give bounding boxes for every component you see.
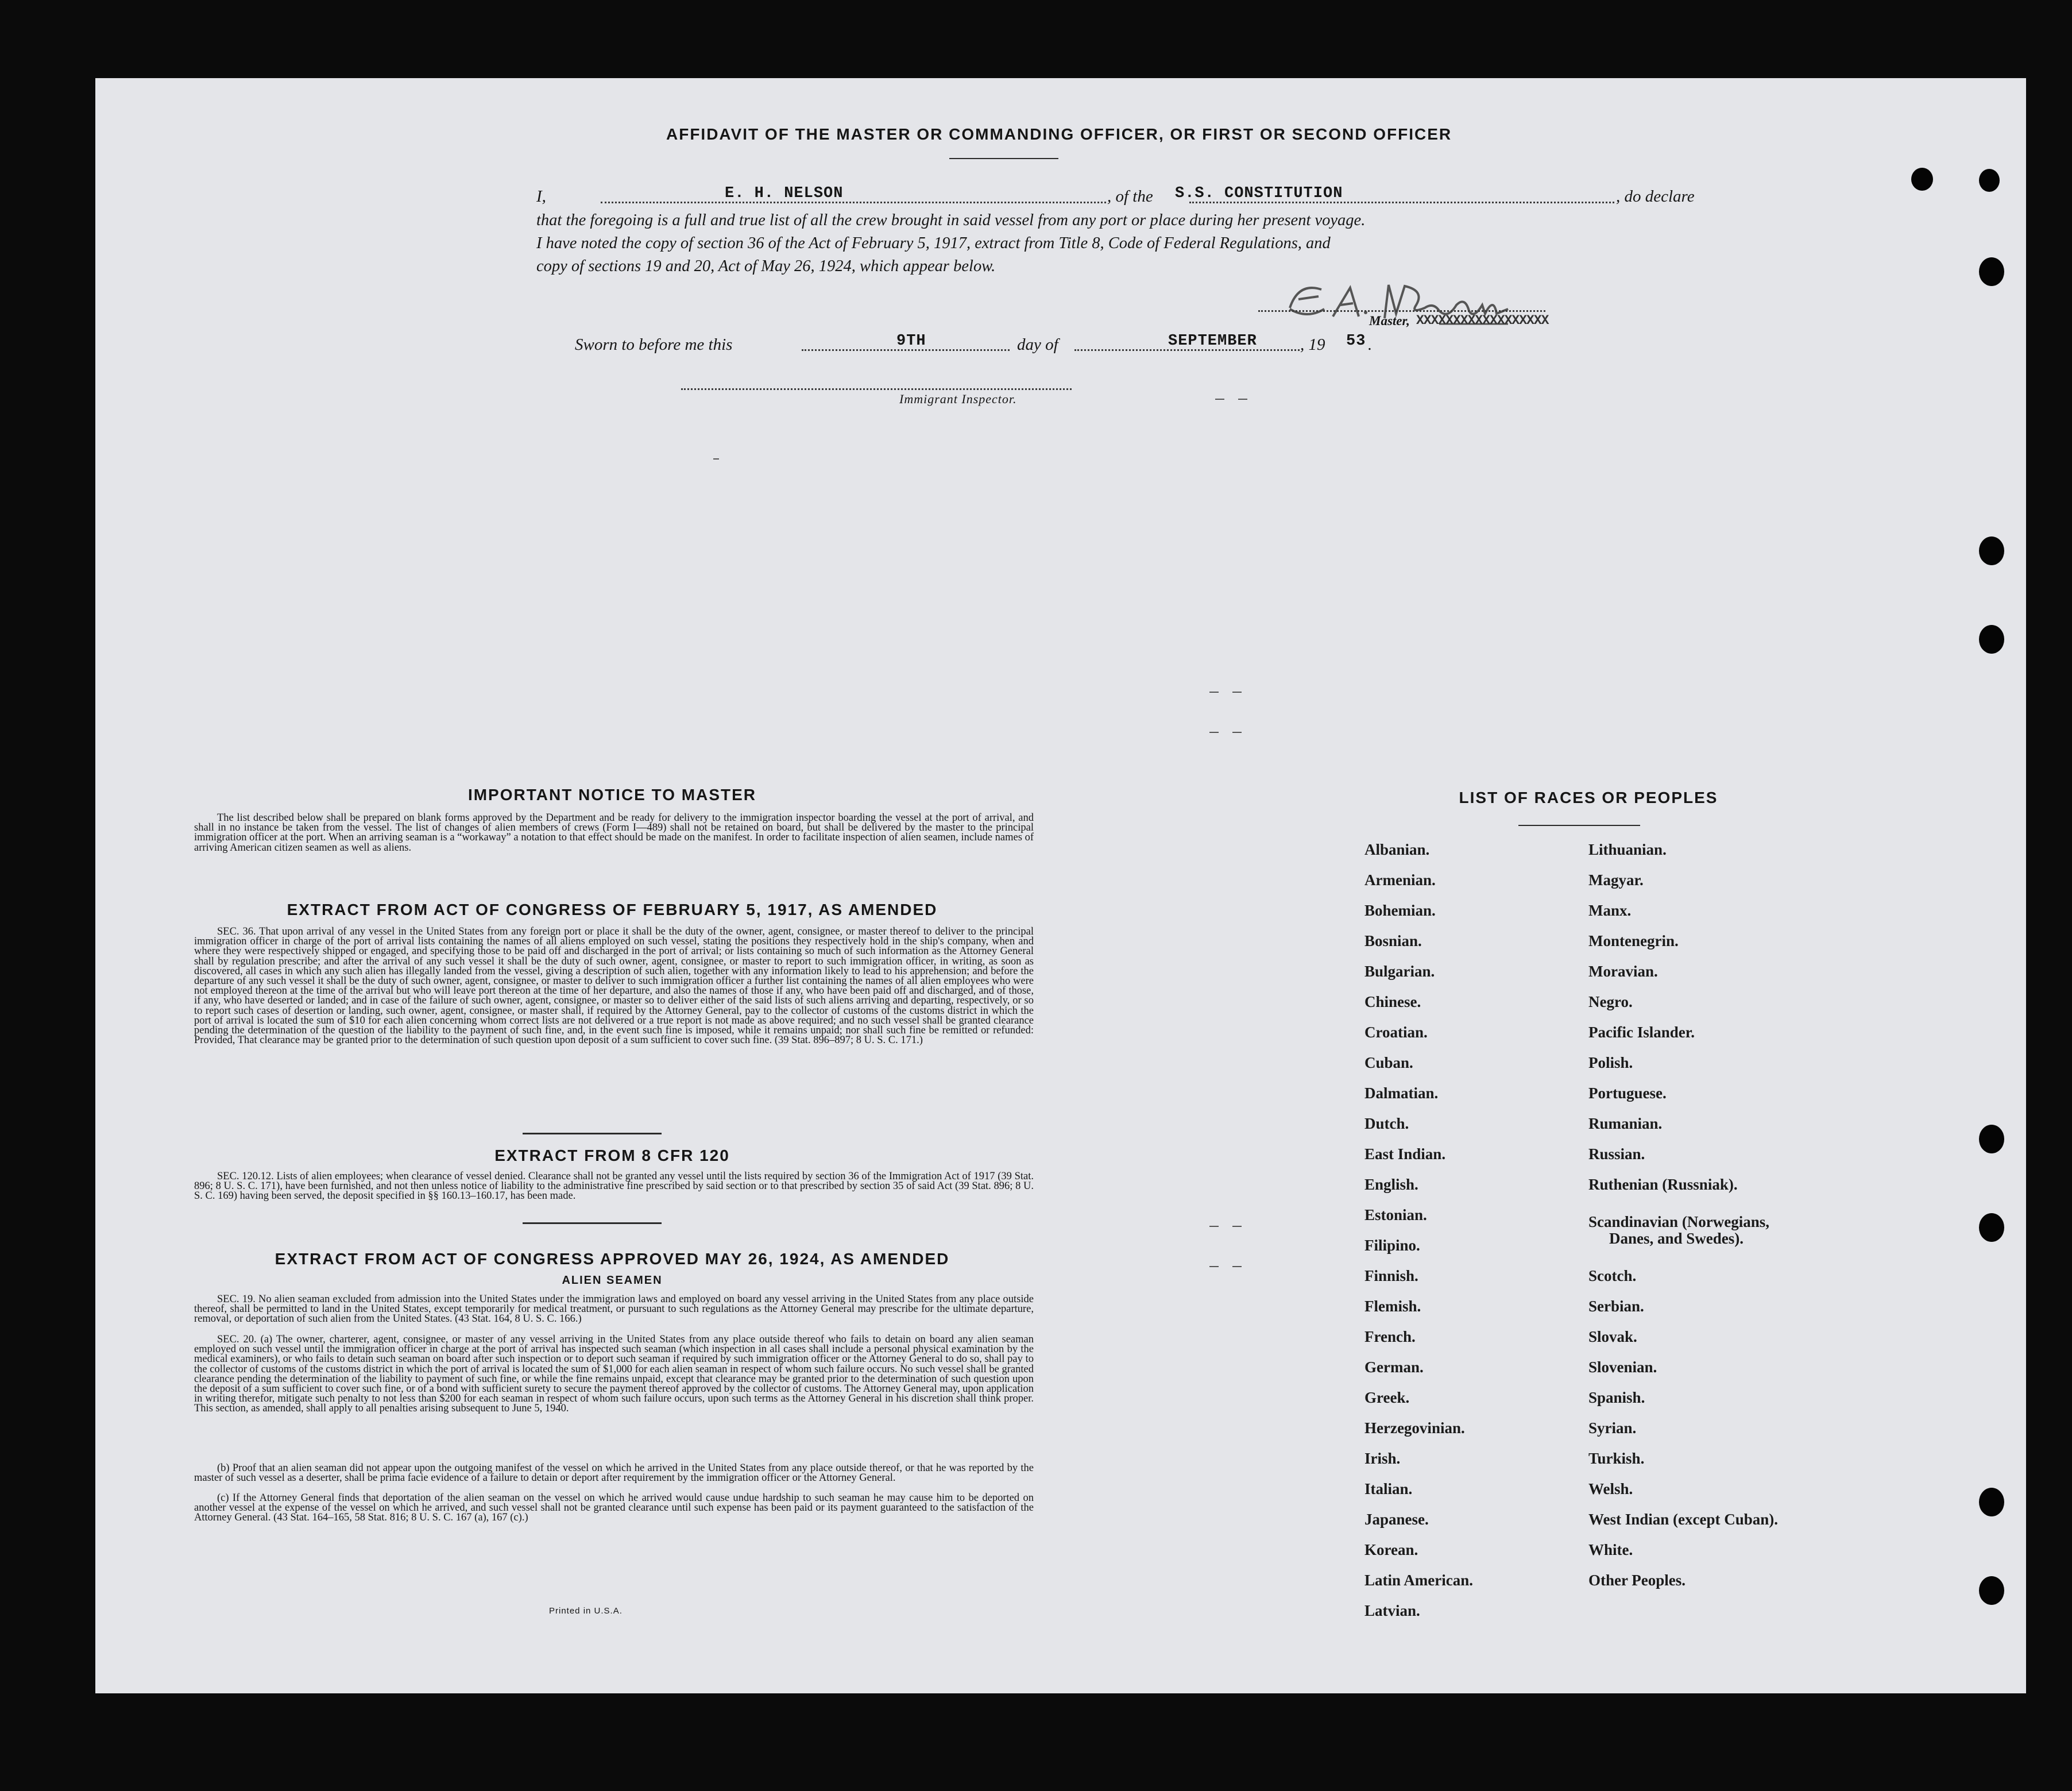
extract-1924-sec20: SEC. 20. (a) The owner, charterer, agent, consignee, or master of any vessel arriving in the United States from any place outside thereof who fails to detain on board any alien seaman employed on such vessel until the immigration officer in charge at the port of arrival has inspected such seaman (which inspection in all cases shall include a personal physical examination by the medical examiners), or who fails to detain such seaman on board after such inspection or to deport such seaman if required by such immigration officer or the Attorney General to do so, shall pay to the collector of customs of the customs district in which the port of arrival is located the sum of $1,000 for each alien seaman in respect of whom such failure occurs. No such vessel shall be granted clearance pending the determination of the liability to payment of such fine, or while the fine remains unpaid, except that clearance may be granted prior to the determination of such question upon the deposit of a sum sufficient to cover such fine, or of a bond with sufficient surety to secure the payment thereof approved by the collector of customs. The Attorney General may, upon application in writing therefor, mitigate such penalty to not less than $200 for each seaman in respect of whom such failure occurs, upon such terms as the Attorney General in his discretion shall think proper. This section, as amended, shall apply to all penalties arising subsequent to June 5, 1940. <box>194 1334 1034 1415</box>
race-left-item: Flemish. <box>1364 1298 1421 1315</box>
extract-1917-rule <box>523 1133 662 1134</box>
sworn-month-value: SEPTEMBER <box>1168 333 1257 350</box>
races-title-rule <box>1518 825 1640 826</box>
race-right-item: Pacific Islander. <box>1588 1024 1695 1041</box>
extract-cfr-text: SEC. 120.12. Lists of alien employees; when clearance of vessel denied. Clearance shall not be granted any vessel until the lists required by section 36 of the Immigration Act of 1917 (39 Stat. 896; 8 U. S. C. 171), have been furnished, and not then unless notice of liability to the administrative fine prescribed by said section or to that prescribed by section 35 of said Act (39 Stat. 896; 8 U. S. C. 169) having been served, the deposit specified in §§ 160.13–160.17, has been made. <box>194 1171 1034 1202</box>
race-left-item: Armenian. <box>1364 871 1436 889</box>
master-name-value: E. H. NELSON <box>725 185 844 202</box>
race-left-item: Chinese. <box>1364 993 1421 1010</box>
affidavit-title: AFFIDAVIT OF THE MASTER OR COMMANDING OFFICER, OR FIRST OR SECOND OFFICER <box>666 125 1452 143</box>
do-declare-label: , do declare <box>1616 187 1695 206</box>
race-right-item: Scandinavian (Norwegians, <box>1588 1213 1770 1230</box>
race-right-item: Serbian. <box>1588 1298 1644 1315</box>
race-right-item: Scotch. <box>1588 1267 1637 1284</box>
affidavit-line-3: I have noted the copy of section 36 of the Act of February 5, 1917, extract from Title 8, Code of Federal Regulations, and <box>536 234 1331 252</box>
master-label: Master, <box>1369 314 1410 328</box>
race-left-item: Cuban. <box>1364 1054 1413 1071</box>
affidavit-i-label: I, <box>536 187 546 206</box>
race-right-item: Syrian. <box>1588 1419 1637 1437</box>
race-right-item: Slovenian. <box>1588 1358 1657 1376</box>
race-left-item: Irish. <box>1364 1450 1401 1467</box>
race-right-item: Magyar. <box>1588 871 1644 889</box>
stray-mark <box>1209 692 1219 693</box>
race-right-item: Russian. <box>1588 1145 1645 1163</box>
punch-hole <box>1979 1125 2004 1153</box>
race-right-item: Other Peoples. <box>1588 1572 1686 1589</box>
stray-mark <box>713 458 719 460</box>
race-left-item: Italian. <box>1364 1480 1413 1497</box>
punch-hole <box>1979 1488 2004 1516</box>
race-left-item: French. <box>1364 1328 1416 1345</box>
race-right-item: Welsh. <box>1588 1480 1633 1497</box>
affidavit-line-2: that the foregoing is a full and true list of all the crew brought in said vessel from any port or place during her present voyage. <box>536 211 1366 229</box>
notice-text: The list described below shall be prepared on blank forms approved by the Department and be ready for delivery to the immigration inspector boarding the vessel at the port of arrival, and shall in no instance be taken from the vessel. The list of changes of alien members of crews (Form I—489) shall not be retained on board, but shall be delivered by the master to the principal immigration officer at the port. When an arriving seaman is a “workaway” a notation to that effect should be made on the manifest. In order to facilitate inspection of alien seamen, include names of arriving American citizen seamen as well as aliens. <box>194 812 1034 854</box>
race-right-item: White. <box>1588 1541 1633 1558</box>
extract-1917-text: SEC. 36. That upon arrival of any vessel in the United States from any foreign port or place it shall be the duty of the owner, agent, consignee, or master thereof to deliver to the principal immigration officer in charge of the port of arrival lists containing the names of all aliens employed on such vessel, stating the positions they respectively hold in the ship's company, when and where they were respectively shipped or engaged, and specifying those to be paid off and discharged in the port of arrival; or lists containing so much of such information as the Attorney General shall by regulation prescribe; and after the arrival of any such vessel it shall be the duty of such owner, agent, consignee, or master to report to such immigration officer, in writing, as soon as discovered, all cases in which any such alien has illegally landed from the vessel, giving a description of such alien, together with any information likely to lead to his apprehension; and before the departure of any such vessel it shall be the duty of such owner, agent, consignee, or master to deliver to such immigration officer a further list containing the names of all alien employees who were not employed thereon at the time of the arrival but who will leave port thereon at the time of her departure, and also the names of those if any, who have been paid off and discharged, and of those, if any, who have deserted or landed; and in case of the failure of such owner, agent, consignee, or master so to deliver either of the said lists of such aliens arriving and departing, respectively, or so to report such cases of desertion or landing, such owner, agent, consignee, or master shall, if required by the Attorney General, pay to the collector of customs of the customs district in which the port of arrival is located the sum of $10 for each alien concerning whom correct lists are not delivered or a true report is not made as above required; and no such vessel shall be granted clearance pending the determination of the question of the liability to the payment of such fine, and, in the event such fine is imposed, while it remains unpaid; nor shall such fine be remitted or refunded: Provided, That clearance may be granted prior to the determination of such question upon deposit of a sum sufficient to cover such fine. (39 Stat. 896–897; 8 U. S. C. 171.) <box>194 926 1034 1047</box>
extract-1924-title: EXTRACT FROM ACT OF CONGRESS APPROVED MAY 26, 1924, AS AMENDED <box>275 1250 950 1268</box>
race-left-item: Filipino. <box>1364 1237 1420 1254</box>
race-left-item: Greek. <box>1364 1389 1410 1406</box>
vessel-value: S.S. CONSTITUTION <box>1175 185 1343 202</box>
of-the-label: , of the <box>1107 187 1153 206</box>
signature-dotline <box>1258 310 1545 312</box>
notice-title: IMPORTANT NOTICE TO MASTER <box>467 786 757 804</box>
sworn-year-value: 53 <box>1346 333 1366 350</box>
stray-mark <box>1209 1226 1219 1227</box>
extract-cfr-title: EXTRACT FROM 8 CFR 120 <box>494 1147 730 1164</box>
race-right-item: Spanish. <box>1588 1389 1645 1406</box>
race-right-item: Montenegrin. <box>1588 932 1679 949</box>
struck-officer-titles: XXXXXXXXXXXXXXXXXX <box>1416 313 1549 328</box>
affidavit-line-4: copy of sections 19 and 20, Act of May 26, 1924, which appear below. <box>536 257 996 275</box>
race-right-item: Turkish. <box>1588 1450 1645 1467</box>
stray-mark <box>1215 399 1224 400</box>
affidavit-title-rule <box>949 158 1058 159</box>
stray-mark <box>1209 732 1219 733</box>
extract-1924-sec-c: (c) If the Attorney General finds that deportation of the alien seaman on the vessel on which he arrived would cause undue hardship to such seaman he may cause him to be deported on another vessel at the expense of the vessel on which he arrived, and such vessel shall not be granted clearance until such expense has been paid or its payment guaranteed to the satisfaction of the Attorney General. (43 Stat. 164–165, 58 Stat. 816; 8 U. S. C. 167 (a), 167 (c).) <box>194 1492 1034 1524</box>
punch-hole <box>1979 536 2004 565</box>
race-right-item: Lithuanian. <box>1588 841 1667 858</box>
stray-mark <box>1232 1266 1242 1267</box>
extract-1924-sec-b: (b) Proof that an alien seaman did not appear upon the outgoing manifest of the vessel on which he arrived in the United States from any place outside thereof, or that he was reported by the master of such vessel as a deserter, shall be prima facie evidence of a failure to detain or deport after requirement by the immigration officer or the Attorney General. <box>194 1462 1034 1484</box>
inspector-dotline <box>681 388 1072 390</box>
punch-hole <box>1979 257 2004 286</box>
extract-1924-subtitle: ALIEN SEAMEN <box>562 1274 663 1287</box>
race-right-item: Moravian. <box>1588 963 1658 980</box>
race-right-item: Negro. <box>1588 993 1633 1010</box>
race-left-item: English. <box>1364 1176 1418 1193</box>
extract-cfr-rule <box>523 1222 662 1224</box>
day-of-label: day of <box>1017 335 1058 354</box>
race-right-item: Rumanian. <box>1588 1115 1663 1132</box>
extract-1917-title: EXTRACT FROM ACT OF CONGRESS OF FEBRUARY 5, 1917, AS AMENDED <box>287 901 938 918</box>
race-left-item: Dalmatian. <box>1364 1084 1439 1102</box>
stray-mark <box>1232 732 1242 733</box>
stray-mark <box>1232 692 1242 693</box>
race-right-item: Slovak. <box>1588 1328 1637 1345</box>
document-page <box>95 78 2026 1693</box>
race-left-item: Albanian. <box>1364 841 1430 858</box>
race-left-item: Estonian. <box>1364 1206 1427 1223</box>
year-period: . <box>1368 335 1373 354</box>
race-left-item: Korean. <box>1364 1541 1418 1558</box>
race-left-item: Bosnian. <box>1364 932 1422 949</box>
punch-hole <box>1979 169 2000 192</box>
race-left-item: Bohemian. <box>1364 902 1436 919</box>
punch-hole <box>1979 625 2004 654</box>
name-dotline <box>601 202 1106 203</box>
race-right-item: Manx. <box>1588 902 1632 919</box>
race-right-item: West Indian (except Cuban). <box>1588 1511 1779 1528</box>
sworn-label: Sworn to before me this <box>575 335 733 354</box>
race-right-item: Polish. <box>1588 1054 1633 1071</box>
race-left-item: Latvian. <box>1364 1602 1420 1619</box>
race-left-item: Herzegovinian. <box>1364 1419 1465 1437</box>
race-right-item: Danes, and Swedes). <box>1609 1230 1744 1247</box>
punch-hole <box>1979 1576 2004 1605</box>
punch-hole <box>1911 168 1933 191</box>
race-left-item: German. <box>1364 1358 1424 1376</box>
stray-mark <box>1232 1226 1242 1227</box>
sworn-day-value: 9TH <box>896 333 926 350</box>
extract-1924-sec19: SEC. 19. No alien seaman excluded from admission into the United States under the immigration laws and employed on board any vessel arriving in the United States from any place outside thereof, shall be permitted to land in the United States, except temporarily for medical treatment, or pursuant to such regulations as the Attorney General may prescribe for the ultimate departure, removal, or deportation of such alien from the United States. (43 Stat. 164, 8 U. S. C. 166.) <box>194 1294 1034 1325</box>
race-left-item: Latin American. <box>1364 1572 1473 1589</box>
inspector-label: Immigrant Inspector. <box>899 392 1017 406</box>
race-right-item: Ruthenian (Russniak). <box>1588 1176 1738 1193</box>
race-right-item: Portuguese. <box>1588 1084 1667 1102</box>
year-prefix-label: , 19 <box>1300 335 1325 354</box>
stray-mark <box>1238 399 1247 400</box>
race-left-item: Finnish. <box>1364 1267 1418 1284</box>
race-left-item: East Indian. <box>1364 1145 1446 1163</box>
race-left-item: Japanese. <box>1364 1511 1429 1528</box>
races-title: LIST OF RACES OR PEOPLES <box>1459 789 1718 806</box>
printed-in-usa: Printed in U.S.A. <box>549 1606 623 1616</box>
punch-hole <box>1979 1213 2004 1242</box>
stray-mark <box>1209 1266 1219 1267</box>
race-left-item: Bulgarian. <box>1364 963 1435 980</box>
race-left-item: Croatian. <box>1364 1024 1428 1041</box>
race-left-item: Dutch. <box>1364 1115 1409 1132</box>
